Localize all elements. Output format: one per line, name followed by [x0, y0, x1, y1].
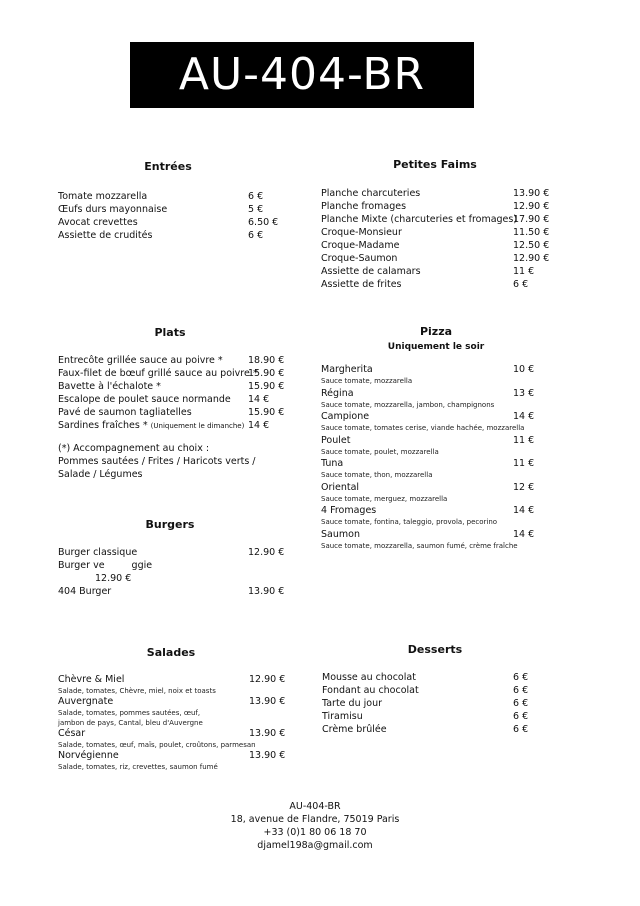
menu-item — [58, 380, 308, 393]
menu-item — [322, 723, 572, 736]
item-name: Auvergnate — [58, 696, 114, 707]
item-name: Mousse au chocolat — [322, 672, 416, 683]
item-price: 6 € — [513, 672, 529, 683]
item-name: Entrecôte grillée sauce au poivre * — [58, 355, 223, 366]
item-name: Faux-filet de bœuf grillé sauce au poivre * — [58, 368, 258, 379]
item-name: Oriental — [321, 481, 360, 493]
menu-item — [321, 226, 581, 239]
menu-item — [321, 239, 581, 252]
item-name: Margherita — [321, 364, 373, 375]
footer-phone: +33 (0)1 80 06 18 70 — [263, 827, 367, 838]
item-name: Croque-Saumon — [321, 253, 398, 264]
menu-item — [58, 559, 308, 572]
menu-item — [322, 684, 572, 697]
item-price: 6 € — [513, 711, 529, 722]
menu-item — [322, 671, 572, 684]
item-description: Salade, tomates, œuf, maïs, poulet, croûtons, parmesan — [58, 741, 256, 749]
item-price: 12.90 € — [248, 547, 285, 558]
item-name: Saumon — [321, 528, 360, 540]
menu-item — [321, 265, 581, 278]
item-name: Burger classique — [58, 547, 138, 558]
petites-faims-heading: Petites Faims — [393, 158, 477, 171]
burgers-section — [58, 518, 308, 598]
item-description: Salade, tomates, pommes sautées, œuf, — [58, 709, 201, 717]
item-price: 11 € — [513, 434, 535, 446]
plats-section — [58, 326, 308, 481]
item-price: 12.90 € — [95, 573, 132, 584]
menu-item-price-line — [58, 572, 308, 585]
item-price: 13.90 € — [513, 188, 550, 199]
pizza-item — [321, 388, 581, 412]
item-price: 13 € — [513, 387, 535, 399]
plats-list — [58, 354, 308, 432]
pizza-subheading: Uniquement le soir — [387, 342, 485, 352]
item-price: 14 € — [513, 505, 535, 516]
salad-item — [58, 750, 308, 772]
item-name: Croque-Madame — [321, 240, 400, 251]
item-name: Escalope de poulet sauce normande — [58, 394, 231, 405]
item-name: Régina — [321, 387, 354, 399]
item-price: 6.50 € — [248, 217, 279, 228]
pizza-item — [321, 411, 581, 435]
footer-address: 18, avenue de Flandre, 75019 Paris — [230, 814, 400, 825]
footer-email: djamel198a@gmail.com — [257, 840, 373, 851]
item-name-suffix: ggie — [131, 560, 153, 571]
pizza-section — [321, 325, 581, 552]
item-name: Crème brûlée — [322, 724, 387, 735]
item-description: Sauce tomate, fontina, taleggio, provola, pecorino — [321, 518, 498, 526]
item-name: Tuna — [321, 458, 344, 469]
item-price: 11 € — [513, 458, 535, 469]
item-price: 14 € — [513, 528, 535, 540]
item-description: Sauce tomate, merguez, mozzarella — [321, 494, 448, 503]
salad-item — [58, 674, 308, 696]
item-price: 15.90 € — [248, 368, 285, 379]
item-name: 4 Fromages — [321, 505, 377, 516]
entrees-list — [58, 190, 298, 242]
item-name: Avocat crevettes — [58, 217, 138, 228]
menu-item — [58, 585, 308, 598]
petites-faims-section — [321, 158, 581, 291]
item-name: César — [58, 728, 86, 739]
item-description: Sauce tomate, mozzarella — [321, 377, 413, 385]
contact-footer — [200, 800, 430, 852]
item-price: 12.50 € — [513, 240, 550, 251]
item-name: Croque-Monsieur — [321, 227, 402, 238]
item-name: Sardines fraîches * — [58, 420, 148, 431]
menu-item — [58, 190, 298, 203]
item-name: Œufs durs mayonnaise — [58, 204, 168, 215]
menu-item — [58, 393, 308, 406]
item-price: 6 € — [513, 698, 529, 709]
item-name: Planche fromages — [321, 201, 407, 212]
item-name: Chèvre & Miel — [58, 674, 125, 685]
item-name: Bavette à l'échalote * — [58, 381, 161, 392]
entrees-section — [58, 160, 298, 242]
menu-item — [58, 203, 298, 216]
item-price: 6 € — [248, 191, 264, 202]
item-name: Burger ve — [58, 560, 105, 571]
item-name: Poulet — [321, 434, 351, 446]
item-description: Sauce tomate, mozzarella, jambon, champignons — [321, 400, 495, 409]
item-description: Sauce tomate, thon, mozzarella — [321, 471, 433, 479]
footer-name: AU-404-BR — [289, 801, 341, 812]
salades-list — [58, 674, 308, 772]
item-name: Tarte du jour — [322, 698, 382, 709]
item-name: Assiette de calamars — [321, 266, 421, 277]
pizza-heading: Pizza — [419, 325, 453, 338]
item-description-line2: jambon de pays, Cantal, bleu d'Auvergne — [58, 719, 203, 727]
pizza-item — [321, 482, 581, 506]
salades-section — [58, 646, 308, 772]
salades-heading: Salades — [146, 646, 196, 659]
item-name: Campione — [321, 411, 370, 422]
menu-item — [58, 216, 298, 229]
item-price: 10 € — [513, 364, 535, 375]
item-price: 13.90 € — [249, 750, 286, 761]
item-name: Fondant au chocolat — [322, 685, 419, 696]
item-price: 15.90 € — [248, 407, 285, 418]
pizza-item — [321, 529, 581, 553]
burgers-heading: Burgers — [145, 518, 195, 531]
item-name: Norvégienne — [58, 750, 119, 761]
item-name: Tiramisu — [322, 711, 363, 722]
item-price: 6 € — [513, 685, 529, 696]
menu-item — [321, 187, 581, 200]
pizza-item — [321, 435, 581, 459]
item-price: 6 € — [513, 279, 529, 290]
accompaniment-title: (*) Accompagnement au choix : — [58, 443, 210, 454]
desserts-heading: Desserts — [407, 643, 463, 656]
item-price: 11 € — [513, 266, 535, 277]
accompaniment-note — [58, 442, 290, 481]
item-description: Salade, tomates, riz, crevettes, saumon fumé — [58, 763, 218, 771]
menu-item — [58, 354, 308, 367]
menu-item — [321, 252, 581, 265]
accompaniment-options: Pommes sautées / Frites / Haricots verts / Salade / Légumes — [58, 456, 256, 480]
item-name: Assiette de frites — [321, 279, 402, 290]
item-name: Planche charcuteries — [321, 188, 421, 199]
item-price: 12.90 € — [249, 674, 286, 685]
item-note: (Uniquement le dimanche) — [150, 422, 245, 430]
menu-item — [321, 213, 581, 226]
menu-item — [321, 278, 581, 291]
item-price: 13.90 € — [249, 696, 286, 707]
desserts-list — [322, 671, 572, 736]
item-price: 11.50 € — [513, 227, 550, 238]
menu-item — [58, 406, 308, 419]
item-description: Sauce tomate, mozzarella, saumon fumé, crème fraîche — [321, 541, 518, 550]
menu-item — [322, 697, 572, 710]
item-price: 17.90 € — [513, 214, 550, 225]
menu-item — [58, 229, 298, 242]
item-price: 14 € — [513, 411, 535, 422]
item-name: 404 Burger — [58, 586, 112, 597]
item-name: Pavé de saumon tagliatelles — [58, 407, 192, 418]
pizza-item — [321, 458, 581, 482]
item-name: Planche Mixte (charcuteries et fromages) — [321, 214, 518, 225]
item-price: 5 € — [248, 204, 264, 215]
menu-item — [58, 419, 308, 432]
item-price: 12.90 € — [513, 201, 550, 212]
entrees-heading: Entrées — [144, 160, 192, 173]
menu-item — [321, 200, 581, 213]
item-price: 6 € — [513, 724, 529, 735]
item-name: Assiette de crudités — [58, 230, 153, 241]
item-name: Tomate mozzarella — [58, 191, 148, 202]
item-description: Sauce tomate, tomates cerise, viande hachée, mozzarella — [321, 424, 525, 432]
desserts-section — [322, 643, 572, 736]
menu-item — [58, 367, 308, 380]
menu-item — [322, 710, 572, 723]
salad-item — [58, 696, 308, 728]
plats-heading: Plats — [154, 326, 186, 339]
pizza-item — [321, 505, 581, 529]
petites-faims-list — [321, 187, 581, 291]
burgers-list — [58, 546, 308, 598]
item-price: 12 € — [513, 481, 535, 493]
pizza-list — [321, 364, 581, 552]
item-price: 14 € — [248, 394, 270, 405]
item-price: 18.90 € — [248, 355, 285, 366]
item-price: 13.90 € — [248, 586, 285, 597]
item-price: 14 € — [248, 420, 270, 431]
menu-item — [58, 546, 308, 559]
item-price: 12.90 € — [513, 253, 550, 264]
item-description: Sauce tomate, poulet, mozzarella — [321, 447, 439, 456]
item-price: 13.90 € — [249, 728, 286, 739]
pizza-item — [321, 364, 581, 388]
item-price: 6 € — [248, 230, 264, 241]
item-description: Salade, tomates, Chèvre, miel, noix et toasts — [58, 687, 216, 695]
restaurant-logo-title: AU-404-BR — [130, 42, 474, 108]
item-price: 15.90 € — [248, 381, 285, 392]
salad-item — [58, 728, 308, 750]
